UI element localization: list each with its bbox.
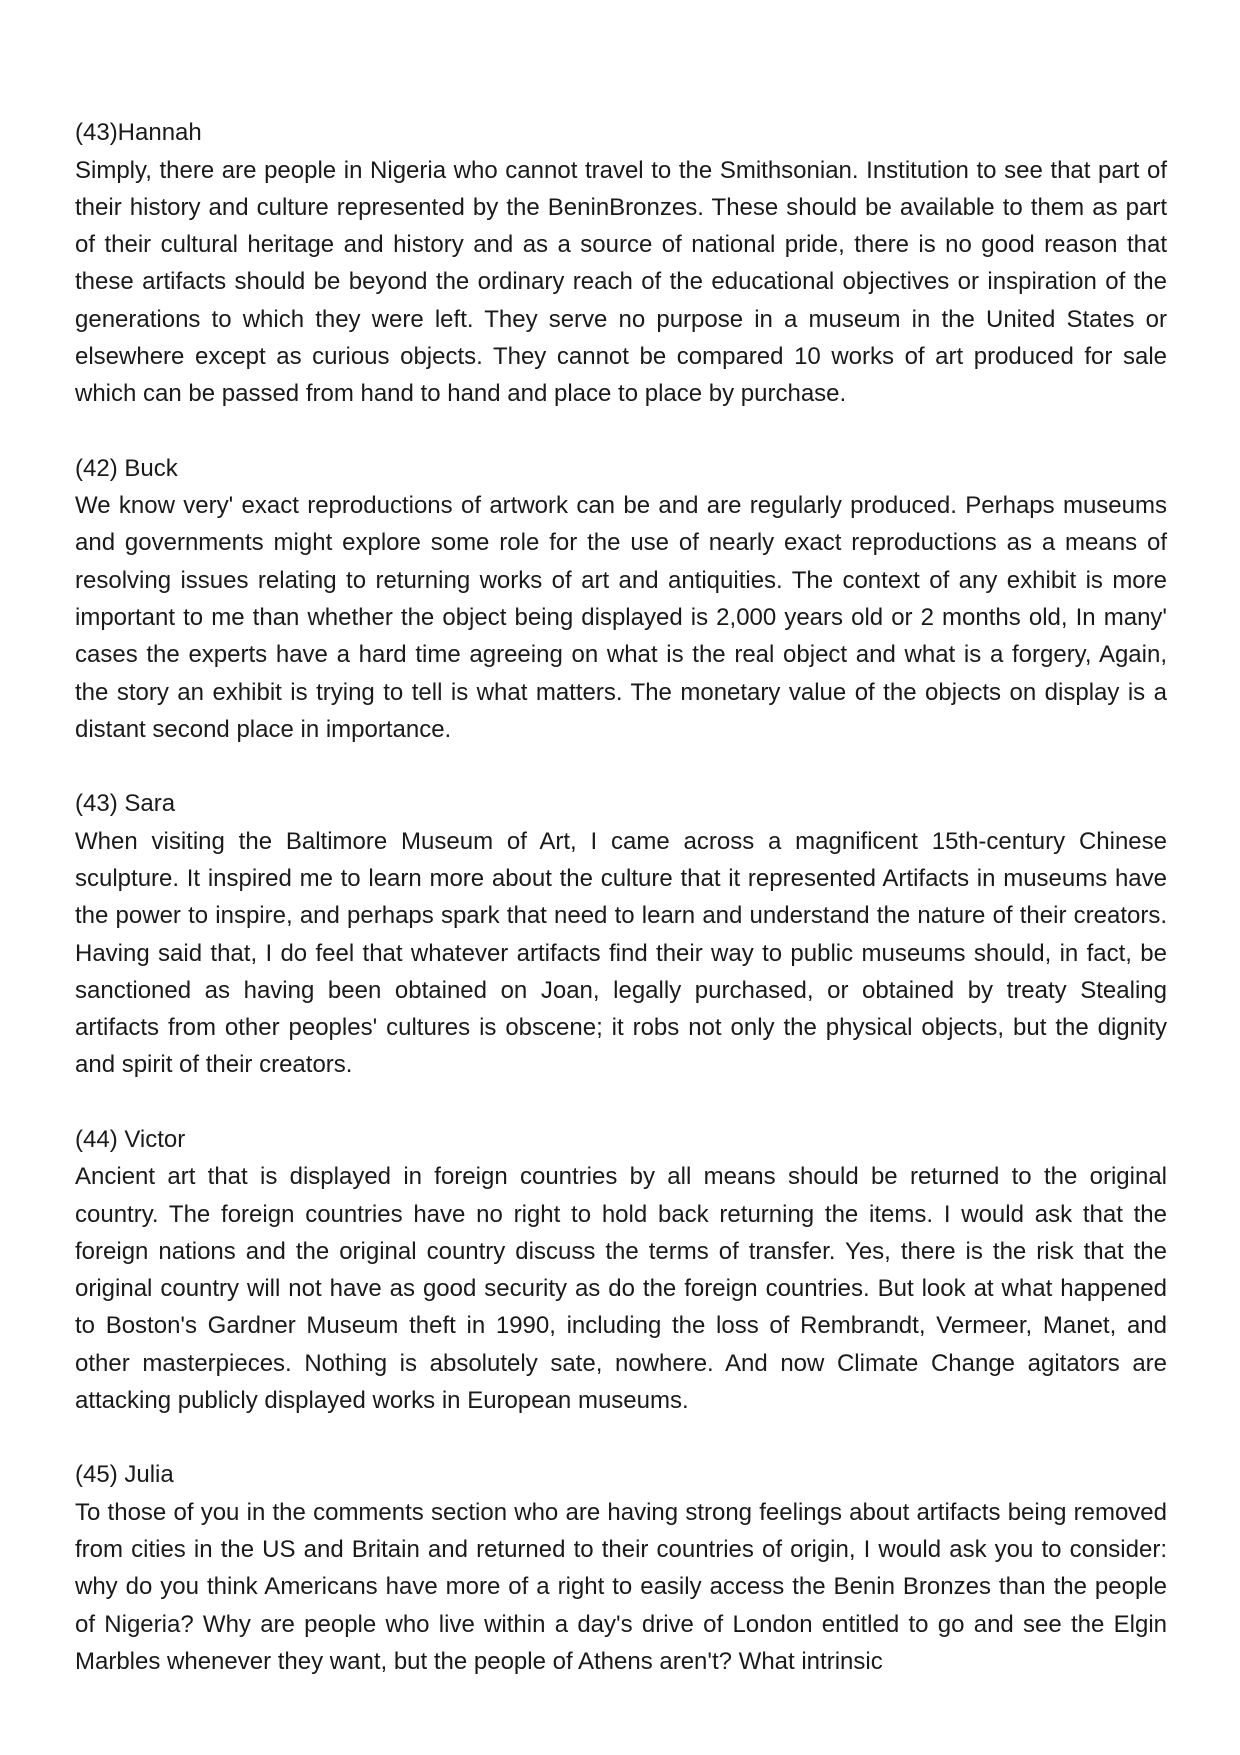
comment-author: (43) Sara [75,790,176,818]
comment-author: (45) Julia [75,1461,174,1489]
comment-author: (44) Victor [75,1125,186,1153]
comment-text: When visiting the Baltimore Museum of Art, I came across a magnificent 15th-century Chinese sculpture. It inspired me to learn more about the culture that it represented Artifacts in museums have the power to inspire, and perhaps spark that need to learn and understand the nature of their creators. Having said that, I do feel that whatever artifacts find their way to public museums should, in fact, be sanctioned as having been obtained on Joan, legally purchased, or obtained by treaty Stealing artifacts from other peoples' cultures is obscene; it robs not only the physical objects, but the dignity and spirit of their creators. [75,827,1167,1079]
comment-hannah [75,114,1167,413]
comment-buck [75,450,1167,749]
comment-text: Simply, there are people in Nigeria who cannot travel to the Smithsonian. Institution to see that part of their history and culture represented by the BeninBronzes. These should be available to them as part of their cultural heritage and history and as a source of national pride, there is no good reason that these artifacts should be beyond the ordinary reach of the educational objectives or inspiration of the generations to which they were left. They serve no purpose in a museum in the United States or elsewhere except as curious objects. They cannot be compared 10 works of art produced for sale which can be passed from hand to hand and place to place by purchase. [75,156,1167,408]
comment-author: (43)Hannah [75,119,202,146]
comment-text: To those of you in the comments section who are having strong feelings about artifacts being removed from cities in the US and Britain and returned to their countries of origin, I would ask you to consider: why do you think Americans have more of a right to easily access the Benin Bronzes than the people of Nigeria? Why are people who live within a day's drive of London entitled to go and see the Elgin Marbles whenever they want, but the people of Athens aren't? What intrinsic [75,1498,1167,1675]
comment-author: (42) Buck [75,454,178,482]
comment-julia [75,1456,1167,1680]
document-page [75,114,1167,1717]
comment-text: We know very' exact reproductions of artwork can be and are regularly produced. Perhaps museums and governments might explore some role for the use of nearly exact reproductions as a means of resolving issues relating to returning works of art and antiquities. The context of any exhibit is more important to me than whether the object being displayed is 2,000 years old or 2 months old, In many' cases the experts have a hard time agreeing on what is the real object and what is a forgery, Again, the story an exhibit is trying to tell is what matters. The monetary value of the objects on display is a distant second place in importance. [75,492,1167,743]
comment-sara [75,785,1167,1084]
comment-text: Ancient art that is displayed in foreign countries by all means should be returned to the original country. The foreign countries have no right to hold back returning the items. I would ask that the foreign nations and the original country discuss the terms of transfer. Yes, there is the risk that the original country will not have as good security as do the foreign countries. But look at what happened to Boston's Gardner Museum theft in 1990, including the loss of Rembrandt, Vermeer, Manet, and other masterpieces. Nothing is absolutely sate, nowhere. And now Climate Change agitators are attacking publicly displayed works in European museums. [75,1163,1167,1415]
comment-victor [75,1121,1167,1420]
